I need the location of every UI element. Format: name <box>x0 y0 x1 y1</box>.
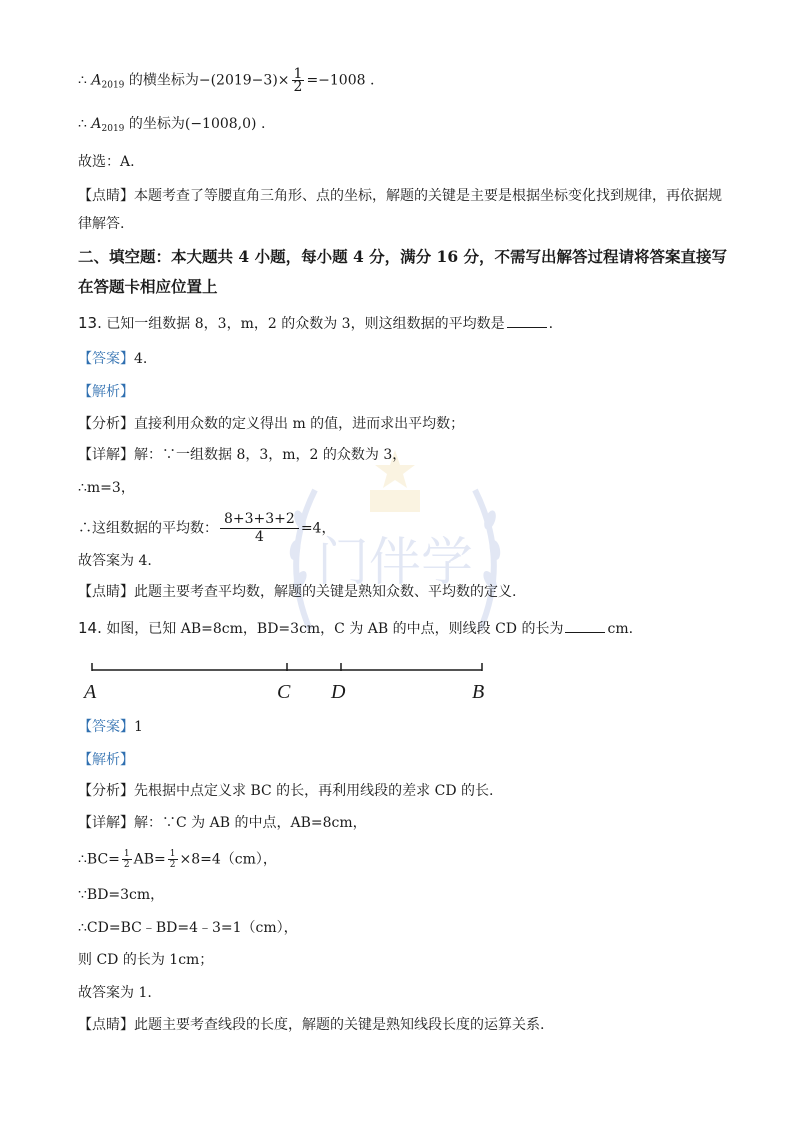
expression: −(2019−3)× <box>198 72 290 89</box>
q13-dianjing <box>78 582 516 602</box>
average-result: =4， <box>300 520 336 537</box>
point-subscript: 2019 <box>101 124 125 134</box>
q14-xiangjie <box>78 813 367 833</box>
watermark-logo <box>270 430 520 680</box>
q14-dianjing <box>78 1015 544 1035</box>
q13-stem <box>78 313 553 334</box>
bc-prefix: ∴BC= <box>78 851 120 868</box>
question-text: 如图，已知 AB=8cm，BD=3cm，C 为 AB 的中点，则线段 CD 的长为 <box>106 621 564 637</box>
point-label: A <box>91 116 102 132</box>
coordinate: (−1008,0) . <box>184 116 266 132</box>
therefore-symbol: ∴ <box>78 116 87 132</box>
punct: . <box>548 316 554 332</box>
fenxi-text: 先根据中点定义求 BC 的长，再利用线段的差求 CD 的长. <box>134 783 494 799</box>
a2019-coord-line <box>78 114 265 139</box>
answer-blank <box>507 314 547 328</box>
average-prefix: ∴这组数据的平均数： <box>78 520 218 537</box>
point-subscript: 2019 <box>101 80 125 91</box>
question-number: 13. <box>78 314 102 332</box>
question-text: 已知一组数据 8，3，m，2 的众数为 3，则这组数据的平均数是 <box>106 316 505 332</box>
q14-jiexi-tag: 【解析】 <box>78 752 134 768</box>
q14-conclusion: 故答案为 1. <box>78 985 152 1001</box>
expression-result: =−1008 . <box>306 72 375 89</box>
label-d: D <box>331 681 346 703</box>
dianjing-line <box>78 186 722 206</box>
half-fraction-2: $\frac{1}{2}$ <box>169 849 176 870</box>
xiangjie-text: 解：∵一组数据 8，3，m，2 的众数为 3， <box>134 447 407 463</box>
q14-cd-line: ∴CD=BC﹣BD=4﹣3=1（cm）， <box>78 920 298 936</box>
fenxi-tag: 【分析】 <box>78 783 134 799</box>
fraction-half: $\frac{1}{2}$ <box>293 66 303 95</box>
dianjing-tag: 【点睛】 <box>78 188 134 204</box>
fenxi-text: 直接利用众数的定义得出 m 的值，进而求出平均数； <box>134 416 465 432</box>
unit: cm. <box>607 621 634 637</box>
watermark-text: 门伴学 <box>316 533 474 593</box>
bc-mid: AB= <box>133 851 166 868</box>
question-number: 14. <box>78 619 102 637</box>
q13-fenxi <box>78 414 464 434</box>
dianjing-text: 本题考查了等腰直角三角形、点的坐标，解题的关键是主要是根据坐标变化找到规律，再依据规 <box>134 188 722 204</box>
q14-bd-line: ∵BD=3cm， <box>78 887 165 903</box>
answer-value: 4. <box>134 351 148 367</box>
dianjing-line-2: 律解答. <box>78 216 125 232</box>
dianjing-text: 此题主要考查平均数，解题的关键是熟知众数、平均数的定义. <box>134 584 517 600</box>
xiangjie-tag: 【详解】 <box>78 447 134 463</box>
text: 的坐标为 <box>128 116 185 132</box>
bc-end: ×8=4（cm）， <box>179 851 277 868</box>
segment-figure <box>82 660 502 705</box>
text: 的横坐标为 <box>128 72 199 89</box>
fenxi-tag: 【分析】 <box>78 416 134 432</box>
q13-xiangjie <box>78 445 406 465</box>
dianjing-tag: 【点睛】 <box>78 1017 134 1033</box>
average-fraction: $\frac{8+3+3+2}{4}$ <box>220 511 299 546</box>
answer-value: 1 <box>134 719 143 735</box>
dianjing-text: 此题主要考查线段的长度，解题的关键是熟知线段长度的运算关系. <box>134 1017 545 1033</box>
q13-average <box>78 511 335 546</box>
half-fraction: $\frac{1}{2}$ <box>123 849 130 870</box>
q13-m-eq: ∴m=3， <box>78 480 135 496</box>
q14-then-line: 则 CD 的长为 1cm； <box>78 952 214 968</box>
answer-tag: 【答案】 <box>78 351 134 367</box>
section-heading-line1: 二、填空题：本大题共 4 小题，每小题 4 分，满分 16 分，不需写出解答过程请将答案直接写 <box>78 247 728 266</box>
section-heading-line2: 在答题卡相应位置上 <box>78 277 218 296</box>
q14-bc-line <box>78 849 277 870</box>
a2019-x-line <box>78 68 374 96</box>
label-c: C <box>277 681 291 703</box>
choice-line: 故选：A. <box>78 154 135 170</box>
q14-answer <box>78 717 143 737</box>
q13-jiexi-tag: 【解析】 <box>78 384 134 400</box>
q13-conclusion: 故答案为 4. <box>78 553 152 569</box>
label-a: A <box>84 681 97 703</box>
xiangjie-tag: 【详解】 <box>78 815 134 831</box>
answer-tag: 【答案】 <box>78 719 134 735</box>
label-b: B <box>472 681 485 703</box>
q14-fenxi <box>78 781 493 801</box>
q13-answer <box>78 349 147 369</box>
answer-blank <box>565 619 605 633</box>
q14-stem <box>78 618 633 639</box>
xiangjie-text: 解：∵C 为 AB 的中点，AB=8cm， <box>134 815 367 831</box>
therefore-symbol: ∴ <box>78 72 87 89</box>
dianjing-tag: 【点睛】 <box>78 584 134 600</box>
point-label: A <box>91 72 102 89</box>
